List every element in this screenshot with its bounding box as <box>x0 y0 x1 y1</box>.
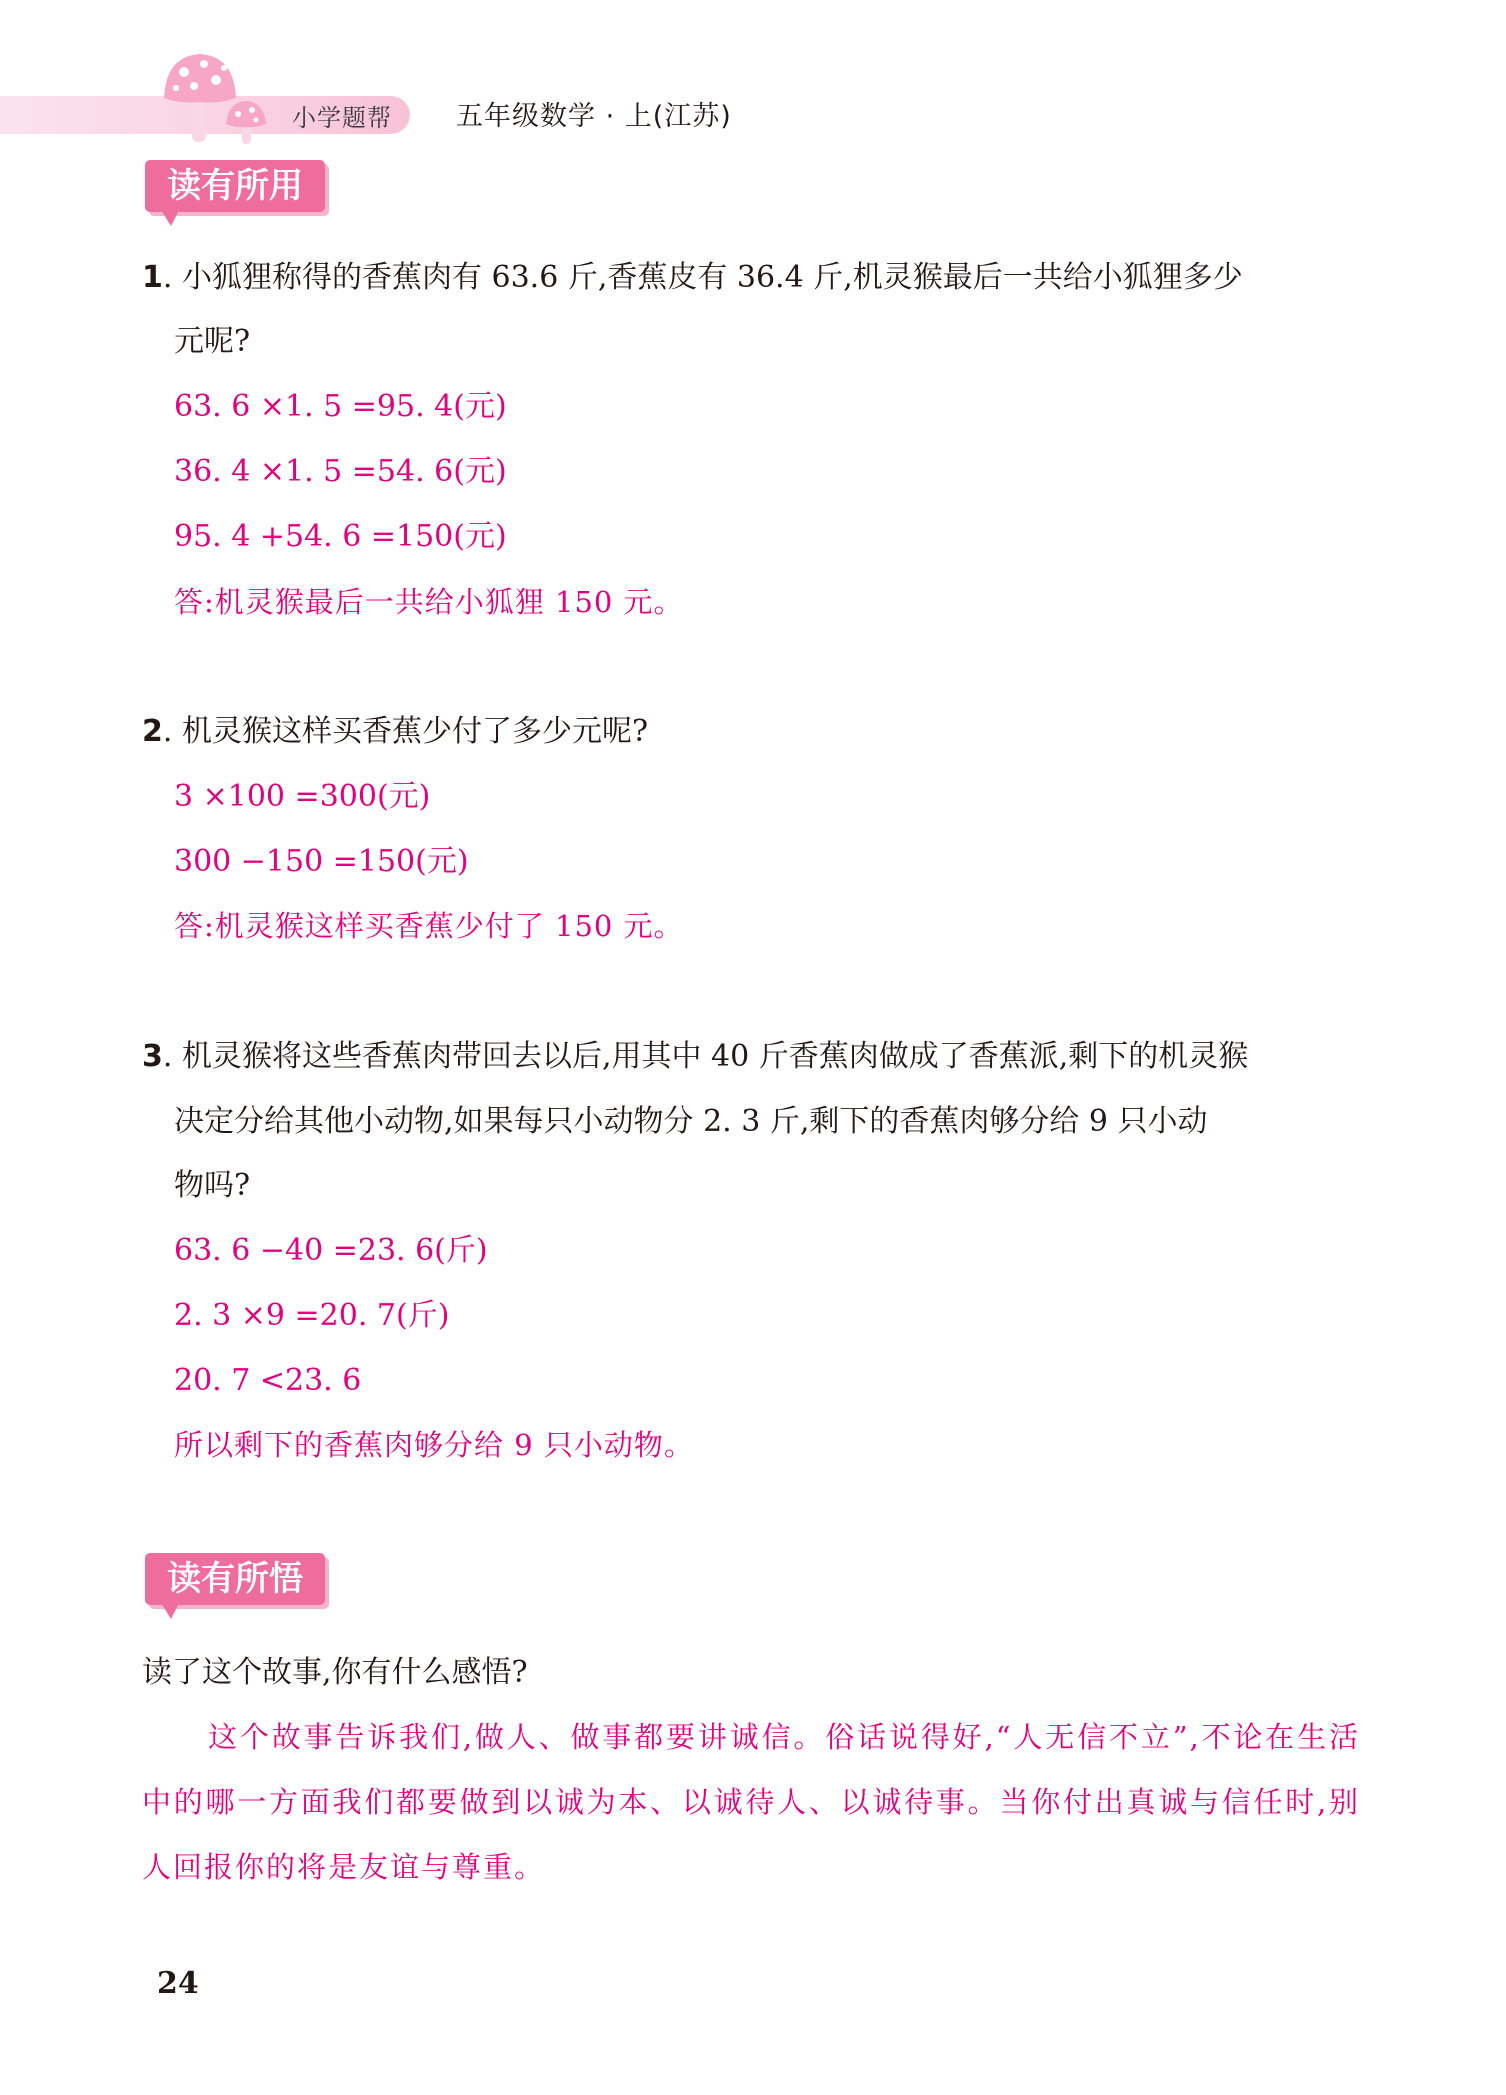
question-number: 3 <box>142 1039 163 1074</box>
section-tag-label: 读有所用 <box>167 166 303 206</box>
section-tag-label: 读有所悟 <box>167 1559 303 1599</box>
calculation-line: 95. 4 +54. 6 =150(元) <box>174 519 507 554</box>
question-2-line-1 <box>142 712 648 752</box>
question-number: 1 <box>142 260 163 295</box>
answer-line: 答:机灵猴这样买香蕉少付了 150 元。 <box>174 909 684 943</box>
calculation-line: 2. 3 ×9 =20. 7(斤) <box>174 1298 450 1333</box>
question-text: . 机灵猴这样买香蕉少付了多少元呢? <box>162 714 649 749</box>
question-3-line-2: 决定分给其他小动物,如果每只小动物分 2. 3 斤,剩下的香蕉肉够分给 9 只小动 <box>174 1104 1208 1139</box>
calculation-line: 3 ×100 =300(元) <box>174 779 431 814</box>
question-text: . 小狐狸称得的香蕉肉有 63.6 斤,香蕉皮有 36.4 斤,机灵猴最后一共给小狐狸多少 <box>162 260 1243 295</box>
answer-line: 所以剩下的香蕉肉够分给 9 只小动物。 <box>174 1428 694 1462</box>
answer-line: 答:机灵猴最后一共给小狐狸 150 元。 <box>174 585 684 619</box>
calculation-line: 63. 6 −40 =23. 6(斤) <box>174 1233 488 1268</box>
insight-answer: 这个故事告诉我们,做人、做事都要讲诚信。俗话说得好,“人无信不立”,不论在生活中的哪一方面我们都要做到以诚为本、以诚待人、以诚待事。当你付出真诚与信任时,别人回报你的将是友谊与尊重。 <box>142 1720 1360 1884</box>
question-text: . 机灵猴将这些香蕉肉带回去以后,用其中 40 斤香蕉肉做成了香蕉派,剩下的机灵猴 <box>162 1039 1249 1074</box>
calculation-line: 20. 7 <23. 6 <box>174 1363 362 1398</box>
question-1-line-1 <box>142 258 1243 298</box>
speech-tail-icon <box>161 1603 179 1619</box>
insight-question: 读了这个故事,你有什么感悟? <box>142 1655 528 1690</box>
section-tag-reading-use <box>145 160 325 212</box>
calculation-line: 63. 6 ×1. 5 =95. 4(元) <box>174 389 507 424</box>
question-3-line-1 <box>142 1037 1248 1077</box>
calculation-line: 36. 4 ×1. 5 =54. 6(元) <box>174 454 507 489</box>
page-number: 24 <box>157 1966 199 2001</box>
mushroom-logo-icon <box>160 50 280 150</box>
book-title: 五年级数学 · 上(江苏) <box>456 101 732 132</box>
question-number: 2 <box>142 714 163 749</box>
question-3-line-3: 物吗? <box>174 1168 251 1203</box>
brand-name: 小学题帮 <box>292 104 392 132</box>
section-tag-reading-insight <box>145 1553 325 1605</box>
question-1-line-2: 元呢? <box>174 324 251 359</box>
speech-tail-icon <box>161 210 179 226</box>
calculation-line: 300 −150 =150(元) <box>174 844 469 879</box>
